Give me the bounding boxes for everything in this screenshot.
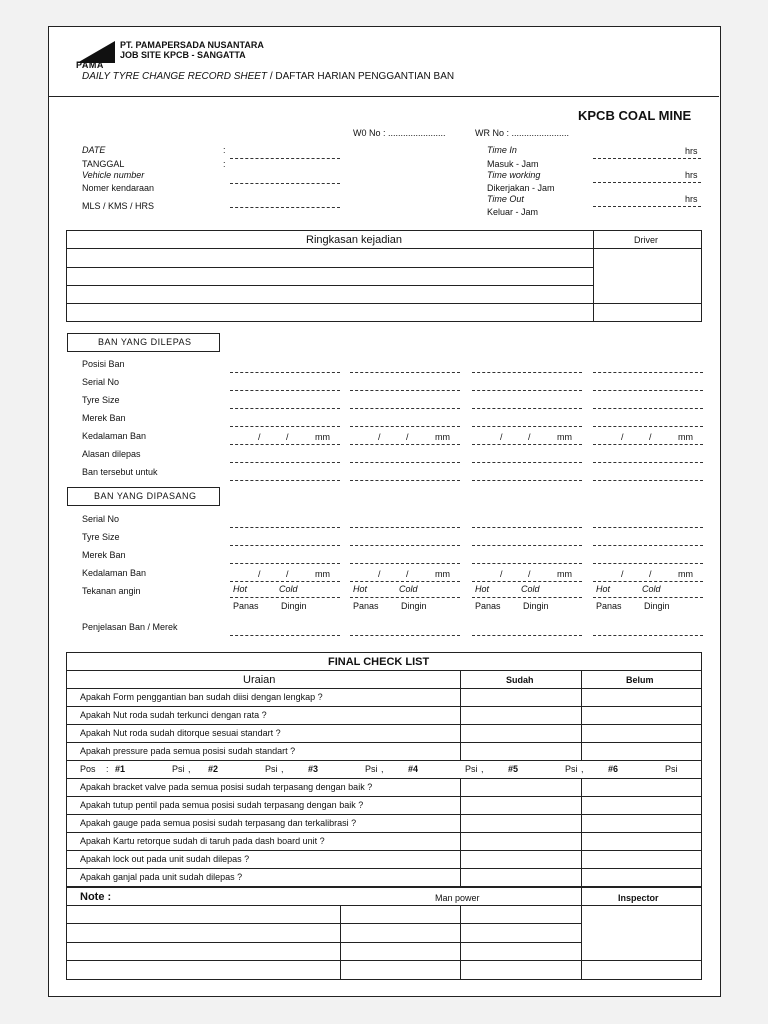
installed-input-field[interactable] <box>593 545 703 546</box>
psi-input-field[interactable] <box>137 762 171 776</box>
psi-unit: Psi <box>665 764 678 774</box>
sudah-checkbox[interactable] <box>461 833 580 849</box>
time-out-label-id: Keluar - Jam <box>487 207 539 217</box>
belum-checkbox[interactable] <box>582 851 701 867</box>
position-number: #4 <box>408 764 419 774</box>
depth-slash: / <box>286 432 289 442</box>
man-power-input-field[interactable] <box>342 925 458 939</box>
panas-label: Panas <box>233 601 259 611</box>
company-name: PT. PAMAPERSADA NUSANTARA <box>120 40 264 50</box>
footer-row-line <box>67 905 581 906</box>
installed-input-field[interactable] <box>230 527 340 528</box>
depth-slash: / <box>258 432 261 442</box>
belum-checkbox[interactable] <box>582 779 701 795</box>
removed-input-field[interactable] <box>593 390 703 391</box>
psi-separator: , <box>281 764 284 774</box>
removed-input-field[interactable] <box>350 444 460 445</box>
installed-input-field[interactable] <box>593 563 703 564</box>
inspector-label: Inspector <box>618 893 659 903</box>
removed-input-field[interactable] <box>593 372 703 373</box>
man-power-input-field[interactable] <box>462 962 579 976</box>
installed-field-label: Tekanan angin <box>82 586 141 596</box>
man-power-input-field[interactable] <box>462 944 579 958</box>
removed-input-field[interactable] <box>593 462 703 463</box>
installed-input-field[interactable] <box>230 545 340 546</box>
time-out-field[interactable] <box>593 206 701 207</box>
removed-input-field[interactable] <box>230 480 340 481</box>
checklist-item: Apakah tutup pentil pada semua posisi sudah terpasang dengan baik ? <box>80 800 364 810</box>
date-field[interactable] <box>230 158 340 159</box>
mine-name: KPCB COAL MINE <box>578 108 692 123</box>
installed-input-field[interactable] <box>350 581 460 582</box>
removed-input-field[interactable] <box>593 408 703 409</box>
pressure-input-field[interactable] <box>350 597 460 598</box>
removed-input-field[interactable] <box>472 462 582 463</box>
sudah-checkbox[interactable] <box>461 869 580 885</box>
depth-slash: / <box>406 432 409 442</box>
installed-input-field[interactable] <box>350 635 460 636</box>
removed-input-field[interactable] <box>593 426 703 427</box>
belum-checkbox[interactable] <box>582 689 701 705</box>
sudah-checkbox[interactable] <box>461 689 580 705</box>
man-power-input-field[interactable] <box>342 944 458 958</box>
mls-label: MLS / KMS / HRS <box>82 201 155 211</box>
depth-unit: mm <box>557 432 572 442</box>
logo-text: PAMA <box>76 60 104 70</box>
man-power-input-field[interactable] <box>462 907 579 921</box>
footer-divider <box>581 887 582 980</box>
hot-label: Hot <box>596 584 611 594</box>
installed-input-field[interactable] <box>350 527 460 528</box>
depth-slash: / <box>258 569 261 579</box>
time-out-unit: hrs <box>685 194 698 204</box>
installed-input-field[interactable] <box>472 563 582 564</box>
footer-row-line <box>67 960 581 961</box>
depth-slash: / <box>528 432 531 442</box>
depth-slash: / <box>500 569 503 579</box>
removed-input-field[interactable] <box>350 372 460 373</box>
col-sudah: Sudah <box>506 675 534 685</box>
removed-input-field[interactable] <box>230 444 340 445</box>
psi-separator: , <box>381 764 384 774</box>
date-colon: : <box>223 145 226 155</box>
header-divider <box>49 96 719 97</box>
panas-label: Panas <box>353 601 379 611</box>
sheet-title-id: DAFTAR HARIAN PENGGANTIAN BAN <box>275 71 455 82</box>
pressure-input-field[interactable] <box>593 597 703 598</box>
col-uraian: Uraian <box>243 674 276 686</box>
date-label-en: DATE <box>82 145 106 155</box>
summary-divider <box>593 230 594 322</box>
installed-input-field[interactable] <box>230 635 340 636</box>
depth-slash: / <box>378 432 381 442</box>
sheet-title <box>82 71 454 82</box>
belum-checkbox[interactable] <box>582 833 701 849</box>
time-in-label-id: Masuk - Jam <box>487 159 539 169</box>
pressure-input-field[interactable] <box>472 597 582 598</box>
depth-unit: mm <box>557 569 572 579</box>
psi-separator: , <box>581 764 584 774</box>
removed-input-field[interactable] <box>593 444 703 445</box>
cold-label: Cold <box>399 584 418 594</box>
psi-separator: , <box>188 764 191 774</box>
checklist-item: Apakah Nut roda sudah ditorque sesuai standart ? <box>80 728 281 738</box>
position-number: #6 <box>608 764 619 774</box>
dingin-label: Dingin <box>401 601 427 611</box>
removed-field-label: Serial No <box>82 377 120 387</box>
vehicle-label-id: Nomer kendaraan <box>82 183 155 193</box>
dingin-label: Dingin <box>281 601 307 611</box>
installed-input-field[interactable] <box>472 545 582 546</box>
removed-input-field[interactable] <box>472 372 582 373</box>
sudah-checkbox[interactable] <box>461 779 580 795</box>
belum-checkbox[interactable] <box>582 743 701 759</box>
hot-label: Hot <box>353 584 368 594</box>
checklist-item: Apakah Nut roda sudah terkunci dengan rata ? <box>80 710 267 720</box>
footer-row-line <box>581 960 702 961</box>
cold-label: Cold <box>279 584 298 594</box>
installed-field-label: Serial No <box>82 514 120 524</box>
time-in-unit: hrs <box>685 146 698 156</box>
depth-unit: mm <box>435 569 450 579</box>
depth-unit: mm <box>315 569 330 579</box>
installed-field-label: Penjelasan Ban / Merek <box>82 622 178 632</box>
vehicle-label-en: Vehicle number <box>82 170 145 180</box>
installed-input-field[interactable] <box>350 545 460 546</box>
checklist-item: Apakah ganjal pada unit sudah dilepas ? <box>80 872 243 882</box>
cold-label: Cold <box>521 584 540 594</box>
installed-input-field[interactable] <box>472 635 582 636</box>
removed-title: BAN YANG DILEPAS <box>98 337 192 347</box>
footer-row-line <box>581 905 702 906</box>
removed-field-label: Ban tersebut untuk <box>82 467 158 477</box>
position-number: #5 <box>508 764 519 774</box>
position-number: #1 <box>115 764 126 774</box>
depth-slash: / <box>378 569 381 579</box>
pos-colon: : <box>106 764 109 774</box>
removed-input-field[interactable] <box>230 462 340 463</box>
driver-label: Driver <box>634 235 658 245</box>
dingin-label: Dingin <box>644 601 670 611</box>
removed-input-field[interactable] <box>350 426 460 427</box>
removed-input-field[interactable] <box>472 408 582 409</box>
summary-text-area[interactable] <box>68 249 592 321</box>
summary-title: Ringkasan kejadian <box>306 234 403 246</box>
footer-top-line <box>67 887 702 888</box>
wr-number-field[interactable]: WR No : ....................... <box>475 128 570 138</box>
checklist-title: FINAL CHECK LIST <box>328 656 430 668</box>
removed-input-field[interactable] <box>593 480 703 481</box>
installed-field-label: Merek Ban <box>82 550 126 560</box>
sheet-title-separator: / <box>267 71 276 82</box>
removed-input-field[interactable] <box>230 372 340 373</box>
checklist-col-divider <box>581 670 582 688</box>
checklist-row-line <box>67 760 702 761</box>
panas-label: Panas <box>596 601 622 611</box>
wo-number-field[interactable]: W0 No : ....................... <box>353 128 446 138</box>
depth-slash: / <box>286 569 289 579</box>
removed-field-label: Posisi Ban <box>82 359 125 369</box>
installed-input-field[interactable] <box>593 527 703 528</box>
installed-title: BAN YANG DIPASANG <box>94 491 197 501</box>
psi-separator: , <box>481 764 484 774</box>
belum-checkbox[interactable] <box>582 815 701 831</box>
psi-unit: Psi <box>565 764 578 774</box>
removed-input-field[interactable] <box>472 444 582 445</box>
time-working-label-en: Time working <box>487 170 541 180</box>
installed-input-field[interactable] <box>230 581 340 582</box>
sheet-title-en: DAILY TYRE CHANGE RECORD SHEET <box>82 71 268 82</box>
belum-checkbox[interactable] <box>582 707 701 723</box>
removed-input-field[interactable] <box>350 480 460 481</box>
depth-unit: mm <box>435 432 450 442</box>
hot-label: Hot <box>475 584 490 594</box>
depth-slash: / <box>406 569 409 579</box>
note-input-field[interactable] <box>69 925 338 939</box>
time-working-unit: hrs <box>685 170 698 180</box>
driver-field[interactable] <box>595 249 701 303</box>
vehicle-colon: : <box>223 159 226 169</box>
checklist-item: Apakah lock out pada unit sudah dilepas ? <box>80 854 250 864</box>
job-site: JOB SITE KPCB - SANGATTA <box>120 50 246 60</box>
sudah-checkbox[interactable] <box>461 851 580 867</box>
removed-field-label: Kedalaman Ban <box>82 431 147 441</box>
note-label: Note : <box>80 891 112 903</box>
position-number: #2 <box>208 764 219 774</box>
time-out-label-en: Time Out <box>487 194 524 204</box>
checklist-item: Apakah gauge pada semua posisi sudah terpasang dan terkalibrasi ? <box>80 818 357 828</box>
pos-label: Pos <box>80 764 96 774</box>
sudah-checkbox[interactable] <box>461 797 580 813</box>
psi-unit: Psi <box>265 764 278 774</box>
installed-input-field[interactable] <box>350 563 460 564</box>
installed-field-label: Kedalaman Ban <box>82 568 147 578</box>
pressure-input-field[interactable] <box>230 597 340 598</box>
psi-unit: Psi <box>465 764 478 774</box>
footer-row-line <box>67 942 581 943</box>
date-label-id: TANGGAL <box>82 159 125 169</box>
installed-input-field[interactable] <box>472 581 582 582</box>
psi-input-field[interactable] <box>530 762 564 776</box>
removed-input-field[interactable] <box>350 408 460 409</box>
man-power-input-field[interactable] <box>342 907 458 921</box>
installed-input-field[interactable] <box>593 635 703 636</box>
checklist-item: Apakah Form penggantian ban sudah diisi dengan lengkap ? <box>80 692 323 702</box>
checklist-title-line <box>67 670 702 671</box>
psi-unit: Psi <box>172 764 185 774</box>
installed-input-field[interactable] <box>230 563 340 564</box>
hot-label: Hot <box>233 584 248 594</box>
vehicle-field[interactable] <box>230 183 340 184</box>
psi-input-field[interactable] <box>630 762 664 776</box>
col-belum: Belum <box>626 675 654 685</box>
note-input-field[interactable] <box>69 962 338 976</box>
note-input-field[interactable] <box>69 907 338 921</box>
man-power-label: Man power <box>435 893 480 903</box>
belum-checkbox[interactable] <box>582 869 701 885</box>
removed-input-field[interactable] <box>230 426 340 427</box>
checklist-col-divider <box>460 670 461 688</box>
removed-input-field[interactable] <box>472 426 582 427</box>
checklist-item: Apakah pressure pada semua posisi sudah standart ? <box>80 746 296 756</box>
removed-field-label: Tyre Size <box>82 395 120 405</box>
depth-unit: mm <box>315 432 330 442</box>
removed-input-field[interactable] <box>472 480 582 481</box>
cold-label: Cold <box>642 584 661 594</box>
psi-input-field[interactable] <box>430 762 464 776</box>
depth-slash: / <box>500 432 503 442</box>
belum-checkbox[interactable] <box>582 725 701 741</box>
removed-field-label: Merek Ban <box>82 413 126 423</box>
installed-input-field[interactable] <box>472 527 582 528</box>
removed-input-field[interactable] <box>230 390 340 391</box>
panas-label: Panas <box>475 601 501 611</box>
time-in-field[interactable] <box>593 158 701 159</box>
installed-input-field[interactable] <box>593 581 703 582</box>
removed-input-field[interactable] <box>230 408 340 409</box>
checklist-item: Apakah Kartu retorque sudah di taruh pada dash board unit ? <box>80 836 325 846</box>
sudah-checkbox[interactable] <box>461 815 580 831</box>
time-working-field[interactable] <box>593 182 701 183</box>
note-input-field[interactable] <box>69 944 338 958</box>
depth-slash: / <box>649 432 652 442</box>
removed-input-field[interactable] <box>472 390 582 391</box>
depth-unit: mm <box>678 432 693 442</box>
depth-slash: / <box>621 432 624 442</box>
psi-input-field[interactable] <box>330 762 364 776</box>
removed-field-label: Alasan dilepas <box>82 449 141 459</box>
belum-checkbox[interactable] <box>582 797 701 813</box>
depth-slash: / <box>649 569 652 579</box>
man-power-input-field[interactable] <box>342 962 458 976</box>
sudah-checkbox[interactable] <box>461 707 580 723</box>
depth-unit: mm <box>678 569 693 579</box>
sudah-checkbox[interactable] <box>461 743 580 759</box>
depth-slash: / <box>528 569 531 579</box>
position-number: #3 <box>308 764 319 774</box>
psi-input-field[interactable] <box>230 762 264 776</box>
dingin-label: Dingin <box>523 601 549 611</box>
removed-input-field[interactable] <box>350 462 460 463</box>
installed-field-label: Tyre Size <box>82 532 120 542</box>
removed-input-field[interactable] <box>350 390 460 391</box>
inspector-signature-field[interactable] <box>583 907 700 957</box>
depth-slash: / <box>621 569 624 579</box>
footer-row-line <box>67 923 581 924</box>
checklist-item: Apakah bracket valve pada semua posisi sudah terpasang dengan baik ? <box>80 782 373 792</box>
man-power-input-field[interactable] <box>462 925 579 939</box>
mls-field[interactable] <box>230 207 340 208</box>
time-in-label-en: Time In <box>487 145 517 155</box>
time-working-label-id: Dikerjakan - Jam <box>487 183 555 193</box>
sudah-checkbox[interactable] <box>461 725 580 741</box>
psi-unit: Psi <box>365 764 378 774</box>
